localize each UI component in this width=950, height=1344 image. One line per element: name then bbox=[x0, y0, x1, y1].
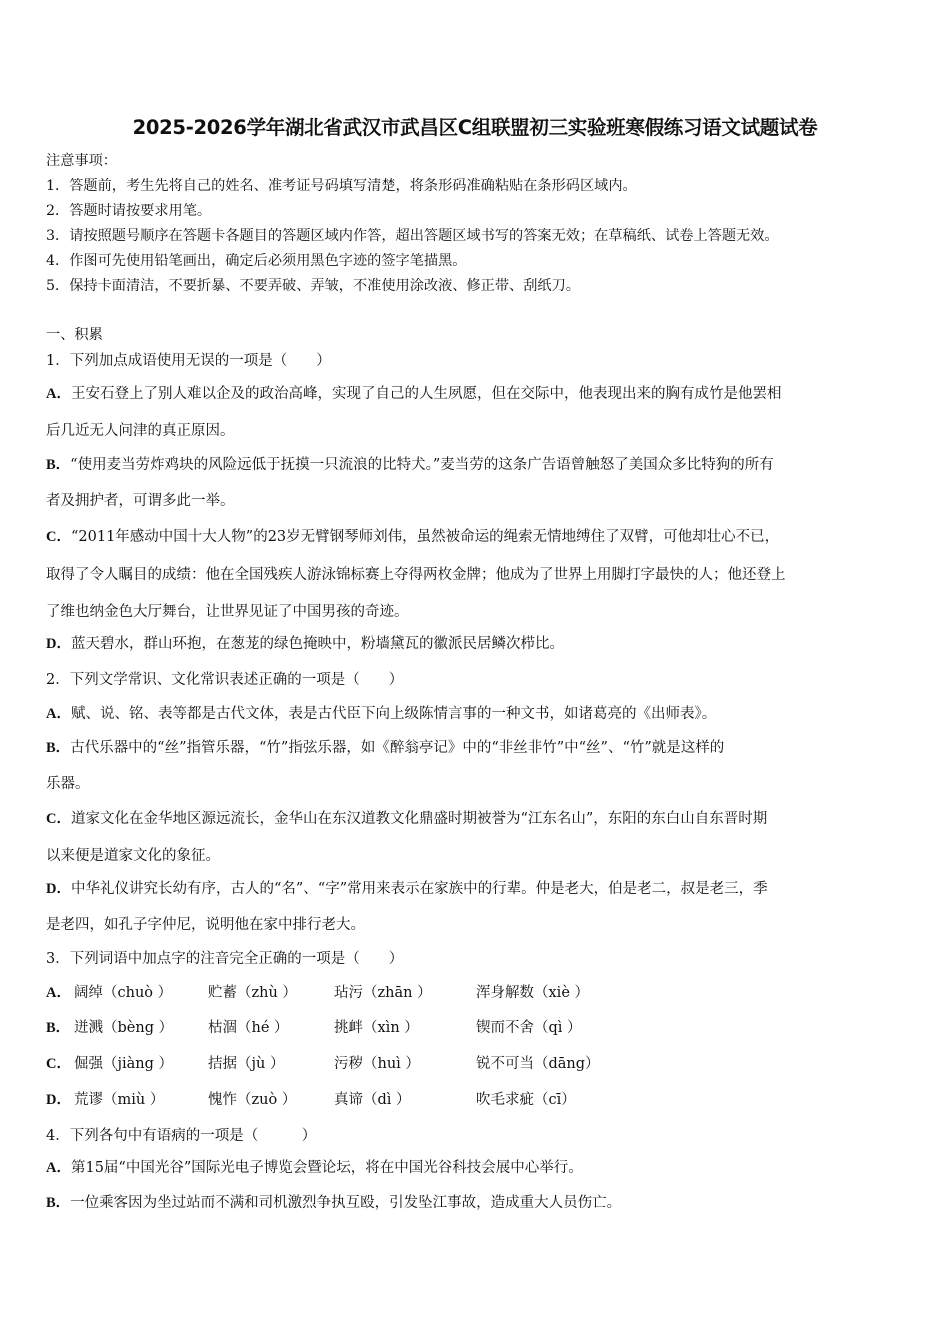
question-3-stem: 3．下列词语中加点字的注音完全正确的一项是（ ） bbox=[46, 951, 404, 967]
option-label: C． bbox=[46, 529, 71, 545]
q3-word: 阔绰（chuò ） bbox=[74, 985, 173, 1001]
option-label: B． bbox=[46, 1195, 71, 1211]
q2-option-c bbox=[46, 809, 767, 829]
q3-word: 荒谬（miù ） bbox=[74, 1092, 165, 1108]
option-text: 一位乘客因为坐过站而不满和司机激烈争执互殴，引发坠江事故，造成重大人员伤亡。 bbox=[70, 1195, 622, 1211]
q3-word: 吹毛求疵（cī） bbox=[476, 1092, 576, 1108]
q3-word: 锲而不舍（qì ） bbox=[476, 1020, 582, 1036]
question-4-stem: 4．下列各句中有语病的一项是（ ） bbox=[46, 1128, 317, 1144]
option-label: A． bbox=[46, 1160, 71, 1176]
q3-word: 污秽（huì ） bbox=[334, 1056, 420, 1072]
q2-option-b-cont: 乐器。 bbox=[46, 776, 90, 792]
q1-option-a bbox=[46, 384, 781, 404]
q2-option-d-cont: 是老四，如孔子字仲尼，说明他在家中排行老大。 bbox=[46, 917, 365, 933]
option-label: B． bbox=[46, 740, 71, 756]
option-text: “使用麦当劳炸鸡块的风险远低于抚摸一只流浪的比特犬。”麦当劳的这条广告语曾触怒了美国众多比特狗的所有 bbox=[70, 457, 774, 473]
q3-word: 浑身解数（xiè ） bbox=[476, 985, 590, 1001]
option-label: B． bbox=[46, 457, 71, 473]
option-text: 第15届“中国光谷”国际光电子博览会暨论坛，将在中国光谷科技会展中心举行。 bbox=[70, 1160, 583, 1176]
q1-option-c-cont: 取得了令人瞩目的成绩：他在全国残疾人游泳锦标赛上夺得两枚金牌；他成为了世界上用脚打字最快的人；他还登上 bbox=[46, 567, 786, 583]
option-text: 王安石登上了别人难以企及的政治高峰，实现了自己的人生夙愿，但在交际中，他表现出来的胸有成竹是他罢相 bbox=[70, 386, 782, 402]
section-heading: 一、积累 bbox=[46, 327, 103, 343]
option-label: D． bbox=[46, 881, 71, 897]
notice-heading: 注意事项： bbox=[46, 153, 117, 169]
option-label: A． bbox=[46, 985, 71, 1001]
q1-option-b-cont: 者及拥护者，可谓多此一举。 bbox=[46, 493, 235, 509]
q3-word: 贮蓄（zhù ） bbox=[208, 985, 297, 1001]
option-label: C． bbox=[46, 811, 71, 827]
option-text: 道家文化在金华地区源远流长，金华山在东汉道教文化鼎盛时期被誉为“江东名山”，东阳的东白山自东晋时期 bbox=[70, 811, 768, 827]
q1-option-c bbox=[46, 527, 779, 547]
q4-option-b bbox=[46, 1193, 621, 1213]
q1-option-a-cont: 后几近无人问津的真正原因。 bbox=[46, 423, 235, 439]
option-label: C． bbox=[46, 1056, 71, 1072]
q3-word: 倔强（jiàng ） bbox=[74, 1056, 174, 1072]
q3-word: 玷污（zhān ） bbox=[334, 985, 432, 1001]
q2-option-a bbox=[46, 704, 716, 724]
notice-item: 2．答题时请按要求用笔。 bbox=[46, 203, 212, 219]
q3-word: 愧怍（zuò ） bbox=[208, 1092, 297, 1108]
q1-option-c-cont: 了维也纳金色大厅舞台，让世界见证了中国男孩的奇迹。 bbox=[46, 604, 409, 620]
option-text: 古代乐器中的“丝”指管乐器，“竹”指弦乐器，如《醉翁亭记》中的“非丝非竹”中“丝”、“竹”就是这样的 bbox=[70, 740, 725, 756]
option-label: A． bbox=[46, 706, 71, 722]
option-text: “2011年感动中国十大人物”的23岁无臂钢琴师刘伟，虽然被命运的绳索无情地缚住了双臂，可他却壮心不已， bbox=[70, 529, 780, 545]
option-text: 蓝天碧水，群山环抱，在葱茏的绿色掩映中，粉墙黛瓦的徽派民居鳞次栉比。 bbox=[70, 636, 564, 652]
option-label: D． bbox=[46, 636, 71, 652]
option-text: 赋、说、铭、表等都是古代文体，表是古代臣下向上级陈情言事的一种文书，如诸葛亮的《出师表》。 bbox=[70, 706, 717, 722]
q1-option-b bbox=[46, 455, 774, 475]
q3-word: 真谛（dì ） bbox=[334, 1092, 411, 1108]
q3-word: 迸溅（bèng ） bbox=[74, 1020, 174, 1036]
q2-option-b bbox=[46, 738, 724, 758]
option-label: D． bbox=[46, 1092, 71, 1108]
notice-item: 5．保持卡面清洁，不要折暴、不要弄破、弄皱，不准使用涂改液、修正带、刮纸刀。 bbox=[46, 278, 580, 294]
q3-word: 枯涸（hé ） bbox=[208, 1020, 289, 1036]
question-1-stem: 1．下列加点成语使用无误的一项是（ ） bbox=[46, 353, 331, 369]
notice-item: 1．答题前，考生先将自己的姓名、准考证号码填写清楚，将条形码准确粘贴在条形码区域内。 bbox=[46, 178, 637, 194]
q2-option-d bbox=[46, 879, 768, 899]
q1-option-d bbox=[46, 634, 564, 654]
notice-item: 3．请按照题号顺序在答题卡各题目的答题区域内作答，超出答题区域书写的答案无效；在草稿纸、试卷上答题无效。 bbox=[46, 228, 779, 244]
option-label: B． bbox=[46, 1020, 71, 1036]
option-text: 中华礼仪讲究长幼有序，古人的“名”、“字”常用来表示在家族中的行辈。仲是老大，伯是老二，叔是老三，季 bbox=[70, 881, 768, 897]
option-label: A． bbox=[46, 386, 71, 402]
notice-item: 4．作图可先使用铅笔画出，确定后必须用黑色字迹的签字笔描黑。 bbox=[46, 253, 467, 269]
q3-word: 拮据（jù ） bbox=[208, 1056, 285, 1072]
q3-word: 锐不可当（dāng） bbox=[476, 1056, 600, 1072]
question-2-stem: 2．下列文学常识、文化常识表述正确的一项是（ ） bbox=[46, 672, 404, 688]
q2-option-c-cont: 以来便是道家文化的象征。 bbox=[46, 848, 220, 864]
q4-option-a bbox=[46, 1158, 583, 1178]
page-title: 2025-2026学年湖北省武汉市武昌区C组联盟初三实验班寒假练习语文试题试卷 bbox=[132, 116, 818, 139]
q3-word: 挑衅（xìn ） bbox=[334, 1020, 419, 1036]
